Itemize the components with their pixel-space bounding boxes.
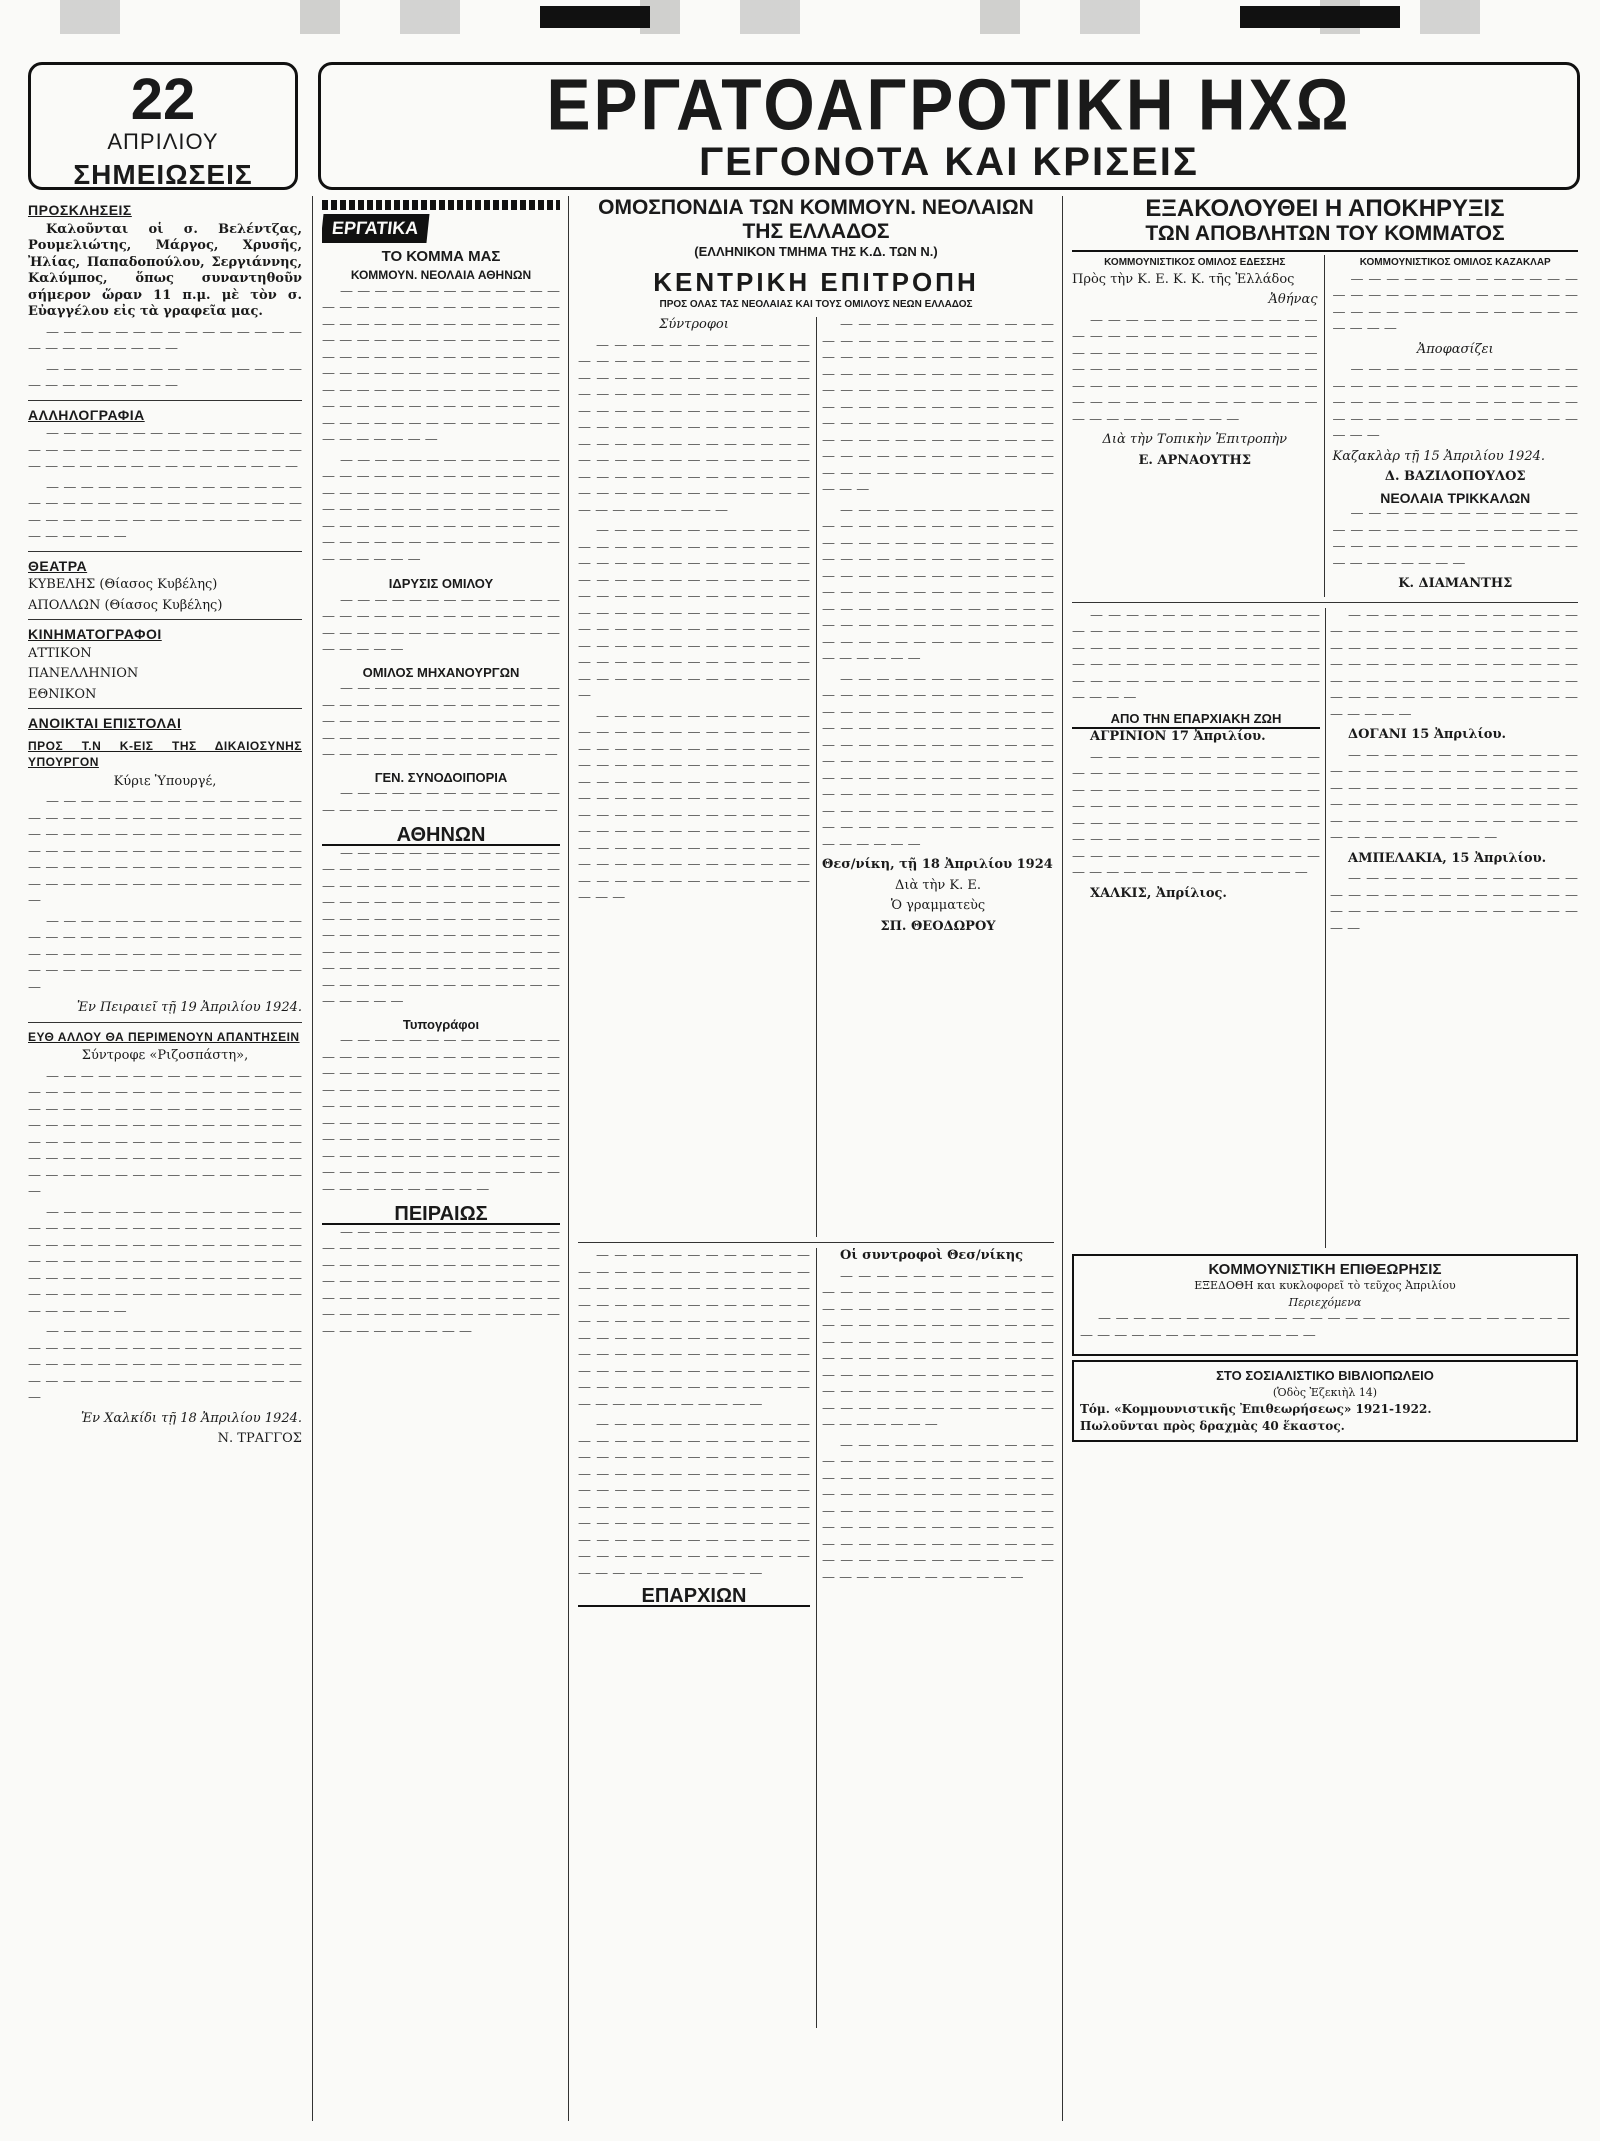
section-correspondence: ΑΛΛΗΛΟΓΡΑΦΙΑ <box>28 406 145 423</box>
founding-heading: ΙΔΡΥΣΙΣ ΟΜΙΛΟΥ <box>388 576 494 591</box>
article-body: — — — — — — — — — — — — — — — — — — — — — — — — — — — — — — — — — — — — — — — — — — — — — — — — — — — — — — — — — — — — — — — — — — — — — — — — — — — — — — — — — — — — — — — — — <box>322 452 560 567</box>
article-body: — — — — — — — — — — — — — — — — — — — — — — — — — — — — — — — — — — — — — — — — — — — — — — — — — — — — — — — — — — — — — — — — — — — — — — — — — — — — — — — — — — — — — — — — — — — — — — — — — — — — — — — — — — — — — — — — — — — — — — — — — — — — — — — <box>578 1417 810 1581</box>
divider <box>28 400 302 401</box>
reply-salutation: Σύντροφε «Ριζοσπάστη», <box>81 1048 249 1063</box>
kazaklar-date: Καζακλὰρ τῇ 15 Ἀπριλίου 1924. <box>1332 448 1546 464</box>
kazaklar-signature: Δ. ΒΑΖΙΛΟΠΟΥΛΟΣ <box>1384 469 1526 484</box>
column-notes <box>28 196 302 2121</box>
theatre-listing: ΚΥΒΕΛΗΣ (Θίασος Κυβέλης) <box>28 577 218 592</box>
article-body: — — — — — — — — — — — — — — — — — — — — — — — — — — — — — — — — — — — — — — — — — — — — — — — — — — — — — — — — — — — — — — — — — — — — — — — — — — — — — — — — — — — — — — — — — — — — — — — — — — — — — — — — — — — — — — — — — — — <box>822 1437 1054 1585</box>
lower-text-columns <box>578 1248 1054 2028</box>
cinema-listing: ΕΘΝΙΚΟΝ <box>28 686 97 702</box>
committee-dateline: Θεσ/νίκη, τῇ 18 Ἀπριλίου 1924 <box>822 857 1053 872</box>
article-body: — — — — — — — — — — — — — — — — — — — — — — — — — — — — — — — — — — — — — — — — — — — — — — — — — — — — — — — — — — <box>1332 362 1578 443</box>
bookstore-heading: ΣΤΟ ΣΟΣΙΑΛΙΣΤΙΚΟ ΒΙΒΛΙΟΠΩΛΕΙΟ <box>1216 1368 1434 1383</box>
bookstore-price: Πωλοῦνται πρὸς δραχμὰς 40 ἕκαστος. <box>1080 1418 1345 1433</box>
article-body: — — — — — — — — — — — — — — — — — — — — — — — — — — — — — — — — — — — — — — — — — — — — — — — — — — — — — — — — — — — — — — — — — — — — — — — — — — — — — — — — — — — — — — — — — — — — — — — — — — — — — — — — — — — — — — — — — — — — — — — — — — — — — — — — — — — — — — — <box>322 1033 560 1197</box>
column-rule <box>1062 196 1063 2121</box>
party-heading: ΤΟ ΚΟΜΜΑ ΜΑΣ <box>381 247 501 265</box>
edessa-signature-name: Ε. ΑΡΝΑΟΥΤΗΣ <box>1138 452 1252 468</box>
provinces-subheading: Οἱ συντροφοὶ Θεσ/νίκης <box>840 1248 1024 1263</box>
expel-subheading: ΤΩΝ ΑΠΟΒΛΗΤΩΝ ΤΟΥ ΚΟΜΜΑΤΟΣ <box>1145 222 1505 245</box>
kazaklar-group <box>1333 255 1579 597</box>
edessa-group <box>1072 255 1325 597</box>
chalkis-dateline: ΧΑΛΚΙΣ, Ἀπρίλιος. <box>1090 885 1227 901</box>
section-theatres: ΘΕΑΤΡΑ <box>28 557 88 574</box>
committee-signature-role: Ὁ γραμματεὺς <box>890 898 986 913</box>
top-ink-mark <box>1240 6 1400 28</box>
typographers-heading: Τυπογράφοι <box>402 1016 480 1032</box>
committee-salutation: Σύντροφοι <box>659 317 729 332</box>
article-body: — — — — — — — — — — — — — — — — — — — — — — — — <box>28 324 302 356</box>
trikkala-heading: ΝΕΟΛΑΙΑ ΤΡΙΚΚΑΛΩΝ <box>1380 489 1531 506</box>
provinces-heading: ΕΠΑΡΧΙΩΝ <box>578 1588 810 1607</box>
section-invitations: ΠΡΟΣΚΛΗΣΕΙΣ <box>28 202 132 218</box>
top-ink-mark <box>540 6 650 28</box>
reply-signature: Ν. ΤΡΑΓΓΟΣ <box>217 1431 302 1446</box>
article-body: — — — — — — — — — — — — — — — — — — — — — — — — — — — — — — — — — — — — — — — — — — — — — — — — — — — — — — — — — — — — — — — — — — — — — — — — — — — — — — — — — — — — — — — — <box>1330 607 1578 722</box>
article-body: — — — — — — — — — — — — — — — — — — — — — — — — — — — — — — — — — — — — — — — — — — — — — — — — — — — — — — — — — — — — — — — — — — — — — — — — — — — — — — — — — — — — — — — — — — — — — — — — — — — — — — — — — — — — — — — — — — — — — — — — — — — — — — — — — — — — <box>322 283 560 447</box>
open-letter-date: Ἐν Πειραιεῖ τῇ 19 Ἀπριλίου 1924. <box>76 1000 302 1015</box>
article-body: — — — — — — — — — — — — — — — — — — — — — — — — — — — — — — — — — — — — — — — — — — — — — — — — — — — — — — — — — — — — — — — — — — — — — — — — — — — — — — — — — — — — — — — — — — — — — — — — — — — — — — — — — — — — — — — — — — — — — — — — — — — — — — — — — — — — — — — <box>822 671 1054 852</box>
agrinion-dateline: ΑΓΡΙΝΙΟΝ 17 Ἀπριλίου. <box>1090 729 1266 744</box>
masthead <box>318 62 1580 190</box>
committee-heading: ΚΕΝΤΡΙΚΗ ΕΠΙΤΡΟΠΗ <box>653 266 979 297</box>
open-letter-salutation: Κύριε Ὑπουργέ, <box>113 773 217 789</box>
theatre-listing: ΑΠΟΛΛΩΝ (Θίασος Κυβέλης) <box>28 597 223 613</box>
province-life-columns <box>1072 608 1578 1248</box>
athens-heading: ΑΘΗΝΩΝ <box>322 827 560 846</box>
article-body: — — — — — — — — — — — — — — — — — — — — — — — — — — — <box>322 786 560 818</box>
article-body: — — — — — — — — — — — — — — — — — — — — — — — — — — — — — — — — — — — — — — — — — — — — — — — — — — — — — — — — — — — — — — — — — — — — — — — — — — — — — — — — — — — — — — — — — — — — <box>322 1224 560 1339</box>
date-day: 22 <box>130 67 196 132</box>
masthead-title: ΕΡΓΑΤΟΑΓΡΟΤΙΚΗ ΗΧΩ <box>546 63 1352 145</box>
column-expulsions <box>1072 196 1578 2121</box>
article-body: — — — — — — — — — — — — — — — — — — — — — — — — <box>28 361 302 393</box>
decorative-stripe <box>322 200 560 210</box>
party-subheading: ΚΟΜΜΟΥΝ. ΝΕΟΛΑΙΑ ΑΘΗΝΩΝ <box>350 268 532 282</box>
article-body: — — — — — — — — — — — — — — — — — — — — — — — — — — — — — — — — — — — — — — — — — — — — — — — — — — — — — <box>28 479 302 544</box>
article-body: — — — — — — — — — — — — — — — — — — — — — — — — — — — — — — — — — — — — — — — — — — — — — — — — — — — — — — — — — — — — — — — — — — — — — — — — — — — — — — — — — — — — — — — — — — — — — — — — — — — — — — — — — — — — — — — — — — — — — — — — — — — — — — — — — — — — — — — — — — — — — — — — — <box>578 708 810 905</box>
edessa-group-heading: ΚΟΜΜΟΥΝΙΣΤΙΚΟΣ ΟΜΙΛΟΣ ΕΔΕΣΣΗΣ <box>1104 257 1286 268</box>
date-month: ΑΠΡΙΛΙΟΥ <box>107 129 219 154</box>
article-body: — — — — — — — — — — — — — — — — — — — — — — — — — — — — — — — — — — — — — — — — — — — <box>1330 871 1578 936</box>
article-body: — — — — — — — — — — — — — — — — — — — — — — — — — — — — — — — — — — — — — — — — — — — — — — — — — — — — — — — — — — — — — — — — — — — — — — — — — — — — — — — — — — — — — — — — — — — — — — — — — — — — — — — — — — — — — — — <box>1072 749 1320 880</box>
article-body: — — — — — — — — — — — — — — — — — — — — — — — — — — — — — — — — — — — — — — — — — — — — — — — — — — — — — — — — — — — — — — — — — — — — — — — — — <box>1072 607 1320 705</box>
review-ad <box>1072 1254 1578 1357</box>
article-body: — — — — — — — — — — — — — — — — — — — — — — — — — — — — — — — — — — — — — — — — — — — — — — — — — — — — — — — — — — — — — — — — — — — — — — — — — — — — — — — — — — — — — — — — — — — — — — — — <box>28 794 302 908</box>
reply-heading: ΕΥΘ ΑΛΛΟΥ ΘΑ ΠΕΡΙΜΕΝΟΥΝ ΑΠΑΝΤΗΣΕΙΝ <box>28 1029 300 1044</box>
notes-heading: ΣΗΜΕΙΩΣΕΙΣ <box>73 159 253 190</box>
article-body: — — — — — — — — — — — — — — — — — — — — — — — — — — — — — — — — — — — — — — — — — — — — — — — — — — — — — — — — — — — — — — — — <box>28 913 302 995</box>
divider <box>578 1242 1054 1243</box>
article-body: — — — — — — — — — — — — — — — — — — — — — — — — — — — — — — — — — — — — — — — — — <box>1080 1311 1570 1343</box>
expel-heading: ΕΞΑΚΟΛΟΥΘΕΙ Η ΑΠΟΚΗΡΥΞΙΣ <box>1145 196 1505 222</box>
masthead-subtitle: ΓΕΓΟΝΟΤΑ ΚΑΙ ΚΡΙΣΕΙΣ <box>699 140 1199 184</box>
review-contents: Περιεχόμενα <box>1288 1295 1362 1309</box>
article-body: — — — — — — — — — — — — — — — — — — — — — — — — — — — — — — — — — — — — — — — — — — — — — — — — — — — — — — — — — — — — — — — — — — — — — — — — — — — — — — — — — — — — — — — — — — — — — — — — — — — — — — — — — — — — — — — — — — — — — — — — — — — — — — — — — — — — <box>822 317 1054 497</box>
ampelakia-dateline: ΑΜΠΕΛΑΚΙΑ, 15 Ἀπριλίου. <box>1348 850 1547 866</box>
cinema-listing: ΑΤΤΙΚΟΝ <box>28 645 92 661</box>
column-rule <box>312 196 313 2121</box>
article-body: — — — — — — — — — — — — — — — — — — — — — — — — — — — — — — — — — — — — — — — — — — — — — — — — — — — — — — — — — — — — — — — — — — — — — — — — — — — — — — — — — — — — — — — — — — — — — — — — — — — — — — — — — — — — — — — — — — — — — — — — — — — <box>822 1268 1054 1432</box>
mechanics-heading: ΟΜΙΛΟΣ ΜΗΧΑΝΟΥΡΓΩΝ <box>362 664 520 680</box>
edessa-city: Ἀθήνας <box>1268 292 1318 307</box>
review-subheading: ΕΞΕΔΟΘΗ και κυκλοφορεῖ τὸ τεῦχος Ἀπριλίου <box>1194 1279 1456 1292</box>
dogani-dateline: ΔΟΓΑΝΙ 15 Ἀπριλίου. <box>1348 727 1506 742</box>
article-body: — — — — — — — — — — — — — — — — — — — — — — — — — — — — — — — — — — — — — — — — — — — — — — — — — <box>1332 506 1578 571</box>
article-body: — — — — — — — — — — — — — — — — — — — — — — — — — — — — — — — — — — — — — — — — — — — — — — — — — — — — — — — — — — — — — — — — — — — — — — — — — — — — — — — — — — — — — — — — — — — — — — — — — — — — — — — — — — — — — — — — <box>28 1068 302 1199</box>
kazaklar-resolutions: Ἀποφασίζει <box>1416 341 1494 357</box>
bookstore-ad <box>1072 1360 1578 1442</box>
province-life-heading: ΑΠΟ ΤΗΝ ΕΠΑΡΧΙΑΚΗ ΖΩΗ <box>1072 711 1320 730</box>
bookstore-title: Τόμ. «Κομμουνιστικῆς Ἐπιθεωρήσεως» 1921-1922. <box>1080 1402 1432 1416</box>
review-heading: ΚΟΜΜΟΥΝΙΣΤΙΚΗ ΕΠΙΘΕΩΡΗΣΙΣ <box>1208 1260 1442 1278</box>
edessa-signature-role: Διὰ τὴν Τοπικὴν Ἐπιτροπὴν <box>1102 432 1288 447</box>
divider <box>28 619 302 620</box>
article-body: — — — — — — — — — — — — — — — — — — — — — — — — — — — — — — — — — — — — — — — — — — — — — — — — — — — — — — — — — — — — — — — — — — — — — — — — — — — — — — — — — — — — — — — — — — — — — — — — — — — — — — — — — — — — — — — — — — — — — — — — — — — — — — — <box>578 1248 810 1412</box>
bookstore-address: (Ὁδὸς Ἐζεκιὴλ 14) <box>1272 1385 1378 1399</box>
date-box <box>28 62 298 190</box>
assembly-heading: ΓΕΝ. ΣΥΝΟΔΟΙΠΟΡΙΑ <box>374 769 508 785</box>
article-body: — — — — — — — — — — — — — — — — — — — — — — — — — — — — — — — — — — — — — — — — — — — — — — — — — — — — — — — — — — — — — — — — — — — — — — — — — — — — — — — — — — — — — — — — — — — — — <box>1072 312 1318 427</box>
column-rule <box>568 196 569 2121</box>
edessa-addressee: Πρὸς τὴν Κ. Ε. Κ. Κ. τῆς Ἑλλάδος <box>1072 271 1295 287</box>
article-body: — — — — — — — — — — — — — — — — — — — — — — — — — — — — — — — — — — — — — — — — — — — — — — <box>322 592 560 657</box>
column-federation <box>578 196 1054 2121</box>
divider <box>28 551 302 552</box>
divider <box>28 1022 302 1023</box>
committee-text-columns <box>578 317 1054 1237</box>
committee-signature-line: Διὰ τὴν Κ. Ε. <box>894 877 981 893</box>
piraeus-heading: ΠΕΙΡΑΙΩΣ <box>322 1206 560 1225</box>
kazaklar-group-heading: ΚΟΜΜΟΥΝΙΣΤΙΚΟΣ ΟΜΙΛΟΣ ΚΑΖΑΚΛΑΡ <box>1359 257 1551 268</box>
article-body: — — — — — — — — — — — — — — — — — — — — — — — — — — — — — — — — — — — — — — — — — — — — — — — — — — — — — — — — — — — — — — — — — — — — — — — — — — — — — — — <box>1330 747 1578 845</box>
labour-label: ΕΡΓΑΤΙΚΑ <box>322 214 430 243</box>
expel-groups <box>1072 250 1578 597</box>
federation-heading: ΟΜΟΣΠΟΝΔΙΑ ΤΩΝ ΚΟΜΜΟΥΝ. ΝΕΟΛΑΙΩΝ ΤΗΣ ΕΛΛΑΔΟΣ <box>598 196 1034 243</box>
article-body: — — — — — — — — — — — — — — — — — — — — — — — — — — — — — — — — — — — — — — — — — — — — — — — — — — — — — — — — — — — — — — — — — — — — — — — — — — — — — — — — — — — — — — — — — — — — — — — — — — — — — — — — — — — — — — — — — — — — — — — — — — — — — — — — — — <box>322 845 560 1009</box>
section-open-letters: ΑΝΟΙΚΤΑΙ ΕΠΙΣΤΟΛΑΙ <box>28 715 182 731</box>
trikkala-signature: Κ. ΔΙΑΜΑΝΤΗΣ <box>1398 576 1513 591</box>
article-body: — — — — — — — — — — — — — — — — — — — — — — — — — — — — — — — — — — — — — — — — — — — — — — — — — — — — — — — — — — — — — — — — — — — — — — — — — — — — — — — — — — — — — — — — — — — — — — — — — — — — — — — — — — — — — — — — — — — — — — — — — — — — — — — — — — <box>578 523 810 703</box>
column-labour <box>322 196 560 2121</box>
reply-date: Ἐν Χαλκίδι τῇ 18 Ἀπριλίου 1924. <box>81 1410 302 1426</box>
invitation-text: Καλοῦνται οἱ σ. Βελέντζας, Ρουμελιώτης, Μάργος, Χρυσῆς, Ἠλίας, Παπαδοπούλου, Σεργιάννης, Καλύμπος, ὅπως συναντηθοῦν σήμερον ὥραν 11 π.μ. μὲ τὸν σ. Εὐαγγέλου εἰς τὰ γραφεῖα μας. <box>28 221 302 319</box>
article-body: — — — — — — — — — — — — — — — — — — — — — — — — — — — — — — — — — — — — — — — — — — — — — — — — — — — — — — — — — — — — — — — — — — — — — — — — — — — — — — — — — — — — — — — — — — — — — — — — — — — — — — — — — — — — — — — — — — — — — — — — — — <box>822 502 1054 666</box>
divider <box>1072 602 1578 603</box>
section-cinemas: ΚΙΝΗΜΑΤΟΓΡΑΦΟΙ <box>28 626 162 642</box>
open-letter-heading: ΠΡΟΣ Τ.Ν Κ-ΕΙΣ ΤΗΣ ΔΙΚΑΙΟΣΥΝΗΣ ΥΠΟΥΡΓΟΝ <box>28 738 302 769</box>
federation-subheading: (ΕΛΛΗΝΙΚΟΝ ΤΜΗΜΑ ΤΗΣ Κ.Δ. ΤΩΝ Ν.) <box>694 244 938 259</box>
cinema-listing: ΠΑΝΕΛΛΗΝΙΟΝ <box>28 666 139 681</box>
committee-signature-name: ΣΠ. ΘΕΟΔΩΡΟΥ <box>880 918 996 934</box>
article-body: — — — — — — — — — — — — — — — — — — — — — — — — — — — — — — — — — — — — — — — — — — — — — — — — — — — — — — — — — — — — — — — — — — — — — — — — — — — — — — — — — — — — — — — — — — — — — — — — — — — — — — — — — — — — — — — — — — — — — — — — — — — — — — — — — — — — — — — — — — <box>578 337 810 518</box>
article-body: — — — — — — — — — — — — — — — — — — — — — — — — — — — — — — — — — — — — — — — — — — — — — <box>1332 271 1578 336</box>
committee-subheading: ΠΡΟΣ ΟΛΑΣ ΤΑΣ ΝΕΟΛΑΙΑΣ ΚΑΙ ΤΟΥΣ ΟΜΙΛΟΥΣ ΝΕΩΝ ΕΛΛΑΔΟΣ <box>659 298 973 310</box>
article-body: — — — — — — — — — — — — — — — — — — — — — — — — — — — — — — — — — — — — — — — — — — — — — — — — — — — — — — — — — — — — — — — — — — — — — — — — — — — — — — — — — — — — — — — — — — — — — — — — — — — — — <box>28 1204 302 1319</box>
divider <box>28 708 302 709</box>
article-body: — — — — — — — — — — — — — — — — — — — — — — — — — — — — — — — — — — — — — — — — — — — — — — — <box>28 426 302 474</box>
article-body: — — — — — — — — — — — — — — — — — — — — — — — — — — — — — — — — — — — — — — — — — — — — — — — — — — — — — — — — — — — — — — — — — — — — — <box>322 681 560 762</box>
article-body: — — — — — — — — — — — — — — — — — — — — — — — — — — — — — — — — — — — — — — — — — — — — — — — — — — — — — — — — — — — — — — — — <box>28 1324 302 1405</box>
